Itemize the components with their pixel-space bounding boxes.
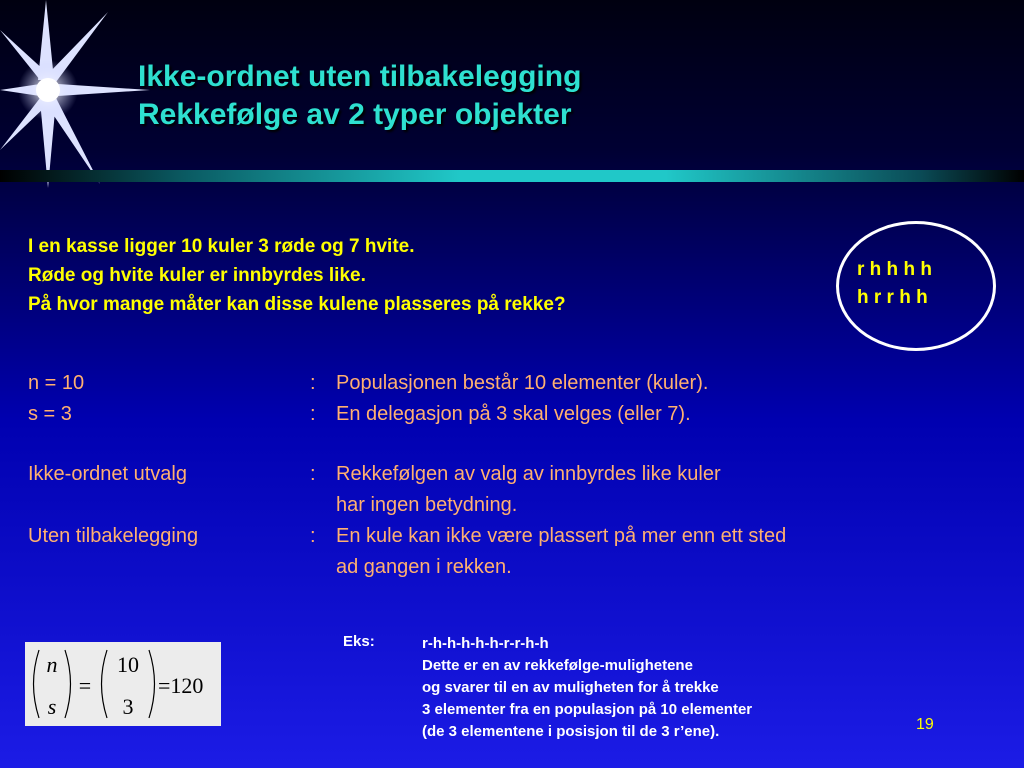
definition-key: Uten tilbakelegging [28, 525, 199, 547]
page-number: 19 [916, 716, 934, 733]
definition-key: n = 10 [28, 372, 85, 394]
definition-value: ad gangen i rekken. [336, 556, 512, 578]
formula-top-right: 10 [117, 652, 139, 677]
example-line: og svarer til en av muligheten for å trekke [422, 679, 719, 696]
definition-colon: : [310, 463, 316, 485]
problem-statement [28, 232, 566, 319]
example-label: Eks: [343, 633, 375, 650]
formula-equals: = [78, 673, 92, 698]
intro-line: I en kasse ligger 10 kuler 3 røde og 7 hvite. [28, 236, 415, 257]
binomial-formula [25, 642, 221, 726]
formula-n: n [46, 652, 58, 677]
definition-key: Ikke-ordnet utvalg [28, 463, 187, 485]
example-line: Dette er en av rekkefølge-mulighetene [422, 657, 693, 674]
title-divider-bar [0, 170, 1024, 182]
definition-key: s = 3 [28, 403, 72, 425]
formula-s: s [47, 694, 57, 719]
title-line-1: Ikke-ordnet uten tilbakelegging [138, 60, 582, 93]
definition-value: Populasjonen består 10 elementer (kuler). [336, 372, 709, 394]
intro-line: På hvor mange måter kan disse kulene plasseres på rekke? [28, 294, 566, 315]
formula-bottom-right: 3 [122, 694, 134, 719]
definition-value: En kule kan ikke være plassert på mer enn ett sted [336, 525, 787, 547]
definition-colon: : [310, 525, 316, 547]
starburst-icon [0, 0, 160, 190]
example-line: 3 elementer fra en populasjon på 10 elementer [422, 701, 753, 718]
definition-value: Rekkefølgen av valg av innbyrdes like kuler [336, 463, 721, 485]
definition-colon: : [310, 403, 316, 425]
definition-value: har ingen betydning. [336, 494, 518, 516]
binomial-formula-graphic [25, 642, 221, 726]
definition-value: En delegasjon på 3 skal velges (eller 7). [336, 403, 691, 425]
title-line-2: Rekkefølge av 2 typer objekter [138, 98, 572, 131]
slide-title [138, 58, 581, 134]
oval-sequences [857, 256, 932, 312]
formula-result: =120 [158, 673, 204, 698]
definition-colon: : [310, 372, 316, 394]
example-line: (de 3 elementene i posisjon til de 3 r’ene). [422, 723, 720, 740]
example-line: r-h-h-h-h-h-r-r-h-h [422, 635, 549, 652]
intro-line: Røde og hvite kuler er innbyrdes like. [28, 265, 366, 286]
oval-line: h r r h h [857, 287, 928, 308]
oval-line: r h h h h [857, 259, 932, 280]
example-text [422, 633, 752, 743]
